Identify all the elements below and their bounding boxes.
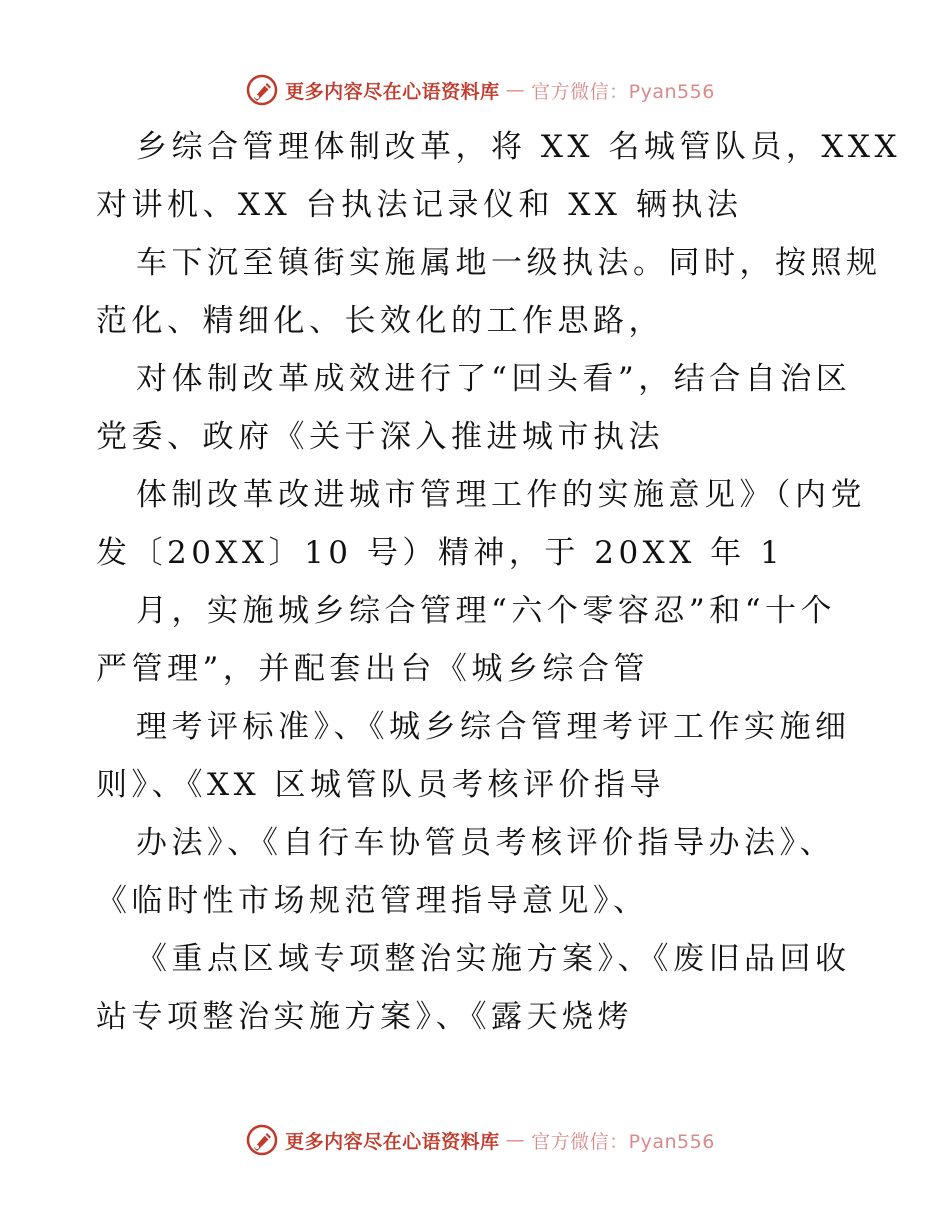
paragraph-line: 办法》、《自行车协管员考核评价指导办法》、 xyxy=(136,825,835,861)
paragraph-line: 月，实施城乡综合管理“六个零容忍”和“十个 xyxy=(136,593,837,629)
document-body xyxy=(96,118,902,1046)
pen-nib-logo-icon xyxy=(245,73,279,107)
footer-wechat-text: 官方微信：Pyan556 xyxy=(531,1130,715,1153)
header-site-text: 更多内容尽在心语资料库 xyxy=(285,80,500,103)
paragraph-line: 乡综合管理体制改革，将 XX 名城管队员，XXX xyxy=(136,129,902,165)
footer-site-text: 更多内容尽在心语资料库 xyxy=(285,1130,500,1153)
pen-nib-logo-icon xyxy=(245,1123,279,1157)
paragraph-line: 对体制改革成效进行了“回头看”，结合自治区 xyxy=(136,361,852,397)
header-banner xyxy=(0,70,950,110)
paragraph-line: 《重点区域专项整治实施方案》、《废旧品回收 xyxy=(136,941,851,977)
paragraph-line: 《临时性市场规范管理指导意见》、 xyxy=(96,883,649,919)
paragraph-line: 发〔20XX〕10 号）精神，于 20XX 年 1 xyxy=(96,535,785,571)
header-banner-content xyxy=(245,73,715,107)
footer-banner xyxy=(0,1120,950,1160)
paragraph-line: 站专项整治实施方案》、《露天烧烤 xyxy=(96,999,633,1035)
paragraph-line: 车下沉至镇街实施属地一级执法。同时，按照规 xyxy=(136,245,882,281)
paragraph-line: 严管理”，并配套出台《城乡综合管 xyxy=(96,651,649,687)
footer-banner-content xyxy=(245,1123,715,1157)
paragraph-line: 体制改革改进城市管理工作的实施意见》（内党 xyxy=(136,477,866,513)
footer-separator: — xyxy=(505,1129,526,1151)
header-wechat-text: 官方微信：Pyan556 xyxy=(531,80,715,103)
paragraph-line: 党委、政府《关于深入推进城市执法 xyxy=(96,419,664,455)
header-separator: — xyxy=(505,79,526,101)
paragraph-line: 理考评标准》、《城乡综合管理考评工作实施细 xyxy=(136,709,851,745)
paragraph-line: 范化、精细化、长效化的工作思路， xyxy=(96,303,664,339)
paragraph-line: 则》、《XX 区城管队员考核评价指导 xyxy=(96,767,665,803)
paragraph-line: 对讲机、XX 台执法记录仪和 XX 辆执法 xyxy=(96,187,743,223)
